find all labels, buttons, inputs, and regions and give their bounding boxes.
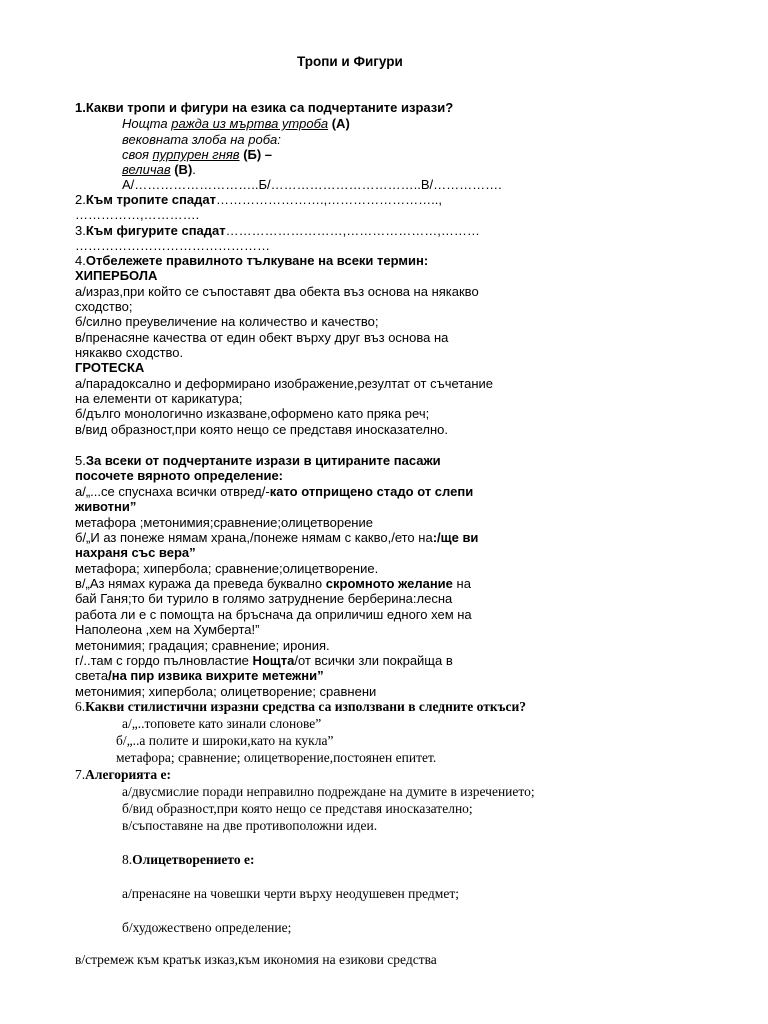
q7-option-a: а/двусмислие поради неправилно подреждане на думите в изречението; (122, 784, 535, 799)
q5-number: 5. (75, 453, 86, 468)
q6-number: 6. (75, 699, 86, 714)
q2-number: 2. (75, 192, 86, 207)
q2-blanks-1: …………………….,…………………….., (215, 192, 443, 207)
q5-c-line-3: работа ли е с помощта на бръснача да оприличиш едного хем на (75, 607, 472, 622)
q8-number: 8. (122, 852, 133, 867)
q4-line-1 (75, 253, 428, 268)
q1-answer-blanks: А/………………………..Б/……………………………..В/……………. (122, 177, 502, 192)
q5-b-quote: б/„И аз понеже нямам храна,/понеже нямам с какво,/ето на (75, 530, 433, 545)
q4-t1-option-c-1: в/пренасяне качества от един обект върху друг въз основа на (75, 330, 449, 345)
q1-verse-1-text: Нощта (122, 116, 172, 131)
q1-underlined-b: пурпурен гняв (152, 147, 240, 162)
q6-option-a: а/„..топовете като зинали слонове” (122, 716, 322, 731)
q6-question: Какви стилистични изразни средства са използвани в следните откъси? (85, 699, 527, 714)
q8-option-b: б/художествено определение; (122, 920, 292, 935)
q8-question: Олицетворението е: (132, 852, 255, 867)
q3-number: 3. (75, 223, 86, 238)
q4-t2-option-a-2: на елементи от карикатура; (75, 391, 243, 406)
q7-number: 7. (75, 767, 86, 782)
q5-c-line-2: бай Ганя;то би турило в голямо затруднение берберина:лесна (75, 591, 453, 606)
q8-option-a: а/пренасяне на човешки черти върху неодушевен предмет; (122, 886, 459, 901)
q5-a-quote: а/„...се спуснаха всички отвред/- (75, 484, 270, 499)
q5-b-line-1 (75, 530, 478, 545)
q2-question: Към тропите спадат (85, 192, 216, 207)
q5-a-options: метафора ;метонимия;сравнение;олицетворение (75, 515, 373, 530)
q5-question-2: посочете вярното определение: (75, 468, 284, 483)
q5-c-quote-end: на (452, 576, 471, 591)
q1-question: 1.Какви тропи и фигури на езика са подчертаните изрази? (75, 100, 454, 115)
q5-c-quote: в/„Аз нямах куража да преведа буквално (75, 576, 326, 591)
q5-a-highlight: като отприщено стадо от слепи (269, 484, 474, 499)
q4-t2-option-c: в/вид образност,при която нещо се представя иносказателно. (75, 422, 449, 437)
q5-d-quote-end: /от всички зли покрайща в (294, 653, 453, 668)
q3-blanks-2: ……………………………………… (75, 238, 270, 253)
q4-question: Отбележете правилното тълкуване на всеки термин: (85, 253, 429, 268)
q5-c-line-4: Наполеона ,хем на Хумберта!” (75, 622, 260, 637)
q1-verse-3-text: своя (122, 147, 153, 162)
q5-b-highlight: :/ще ви (432, 530, 479, 545)
q4-t1-option-a-2: сходство; (75, 299, 133, 314)
q5-d-line-2 (75, 668, 324, 683)
q8-option-c: в/стремеж към кратък изказ,към икономия на езикови средства (75, 952, 437, 967)
q5-d-line-1 (75, 653, 453, 668)
q3-question: Към фигурите спадат (85, 223, 226, 238)
q6-option-b: б/„..а полите и широки,като на кукла” (116, 733, 334, 748)
q5-b-highlight-2: нахраня със вера” (75, 545, 196, 560)
q1-underlined-a: ражда из мъртва утроба (171, 116, 329, 131)
q1-verse-line-2: вековната злоба на роба: (122, 132, 281, 147)
q1-tag-c: (В) (170, 162, 193, 177)
q8-line-1 (122, 852, 254, 867)
q4-term-hyperbole: ХИПЕРБОЛА (75, 268, 158, 283)
q1-tag-b: (Б) – (239, 147, 273, 162)
q5-d-highlight: Нощта (252, 653, 295, 668)
q4-t1-option-a-1: а/израз,при който се съпоставят два обекта въз основа на някакво (75, 284, 479, 299)
q4-term-grotesque: ГРОТЕСКА (75, 360, 145, 375)
q5-c-line-1 (75, 576, 471, 591)
q4-t2-option-b: б/дълго монологично изказване,оформено като пряка реч; (75, 406, 430, 421)
q1-tag-a: (А) (328, 116, 350, 131)
q5-d-highlight-2: /на пир извика вихрите метежни” (108, 668, 324, 683)
q5-d-quote: г/..там с гордо пълновластие (75, 653, 253, 668)
q5-d-quote-2: света (75, 668, 109, 683)
q4-t1-option-c-2: някакво сходство. (75, 345, 184, 360)
q1-verse-line-4 (122, 162, 196, 177)
q2-blanks-2: ……………,…………. (75, 207, 200, 222)
q7-question: Алегорията е: (85, 767, 171, 782)
q1-verse-line-1 (122, 116, 350, 131)
q2-line-1 (75, 192, 442, 207)
q1-underlined-c: величав (122, 162, 171, 177)
q4-t1-option-b: б/силно преувеличение на количество и качество; (75, 314, 379, 329)
q7-option-c: в/съпоставяне на две противоположни идеи. (122, 818, 378, 833)
q1-verse-4-end: . (192, 162, 196, 177)
q6-line-1 (75, 699, 526, 714)
q5-d-options: метонимия; хипербола; олицетворение; сравнени (75, 684, 377, 699)
q3-blanks-1: ………………………,…………………,……… (225, 223, 480, 238)
q4-t2-option-a-1: а/парадоксално и деформирано изображение,резултат от съчетание (75, 376, 494, 391)
q6-choices: метафора; сравнение; олицетворение,постоянен епитет. (116, 750, 437, 765)
q5-line-1 (75, 453, 441, 468)
q5-b-options: метафора; хипербола; сравнение;олицетворение. (75, 561, 379, 576)
q5-question-1: За всеки от подчертаните изрази в цитираните пасажи (85, 453, 441, 468)
q7-line-1 (75, 767, 171, 782)
q4-number: 4. (75, 253, 86, 268)
q5-a-highlight-2: животни” (75, 499, 137, 514)
q5-a-line-1 (75, 484, 473, 499)
q1-verse-line-3 (122, 147, 272, 162)
q5-c-options: метонимия; градация; сравнение; ирония. (75, 638, 330, 653)
page-title: Тропи и Фигури (297, 54, 403, 69)
q5-c-highlight: скромното желание (325, 576, 453, 591)
q3-line-1 (75, 223, 480, 238)
q7-option-b: б/вид образност,при която нещо се представя иносказателно; (122, 801, 473, 816)
